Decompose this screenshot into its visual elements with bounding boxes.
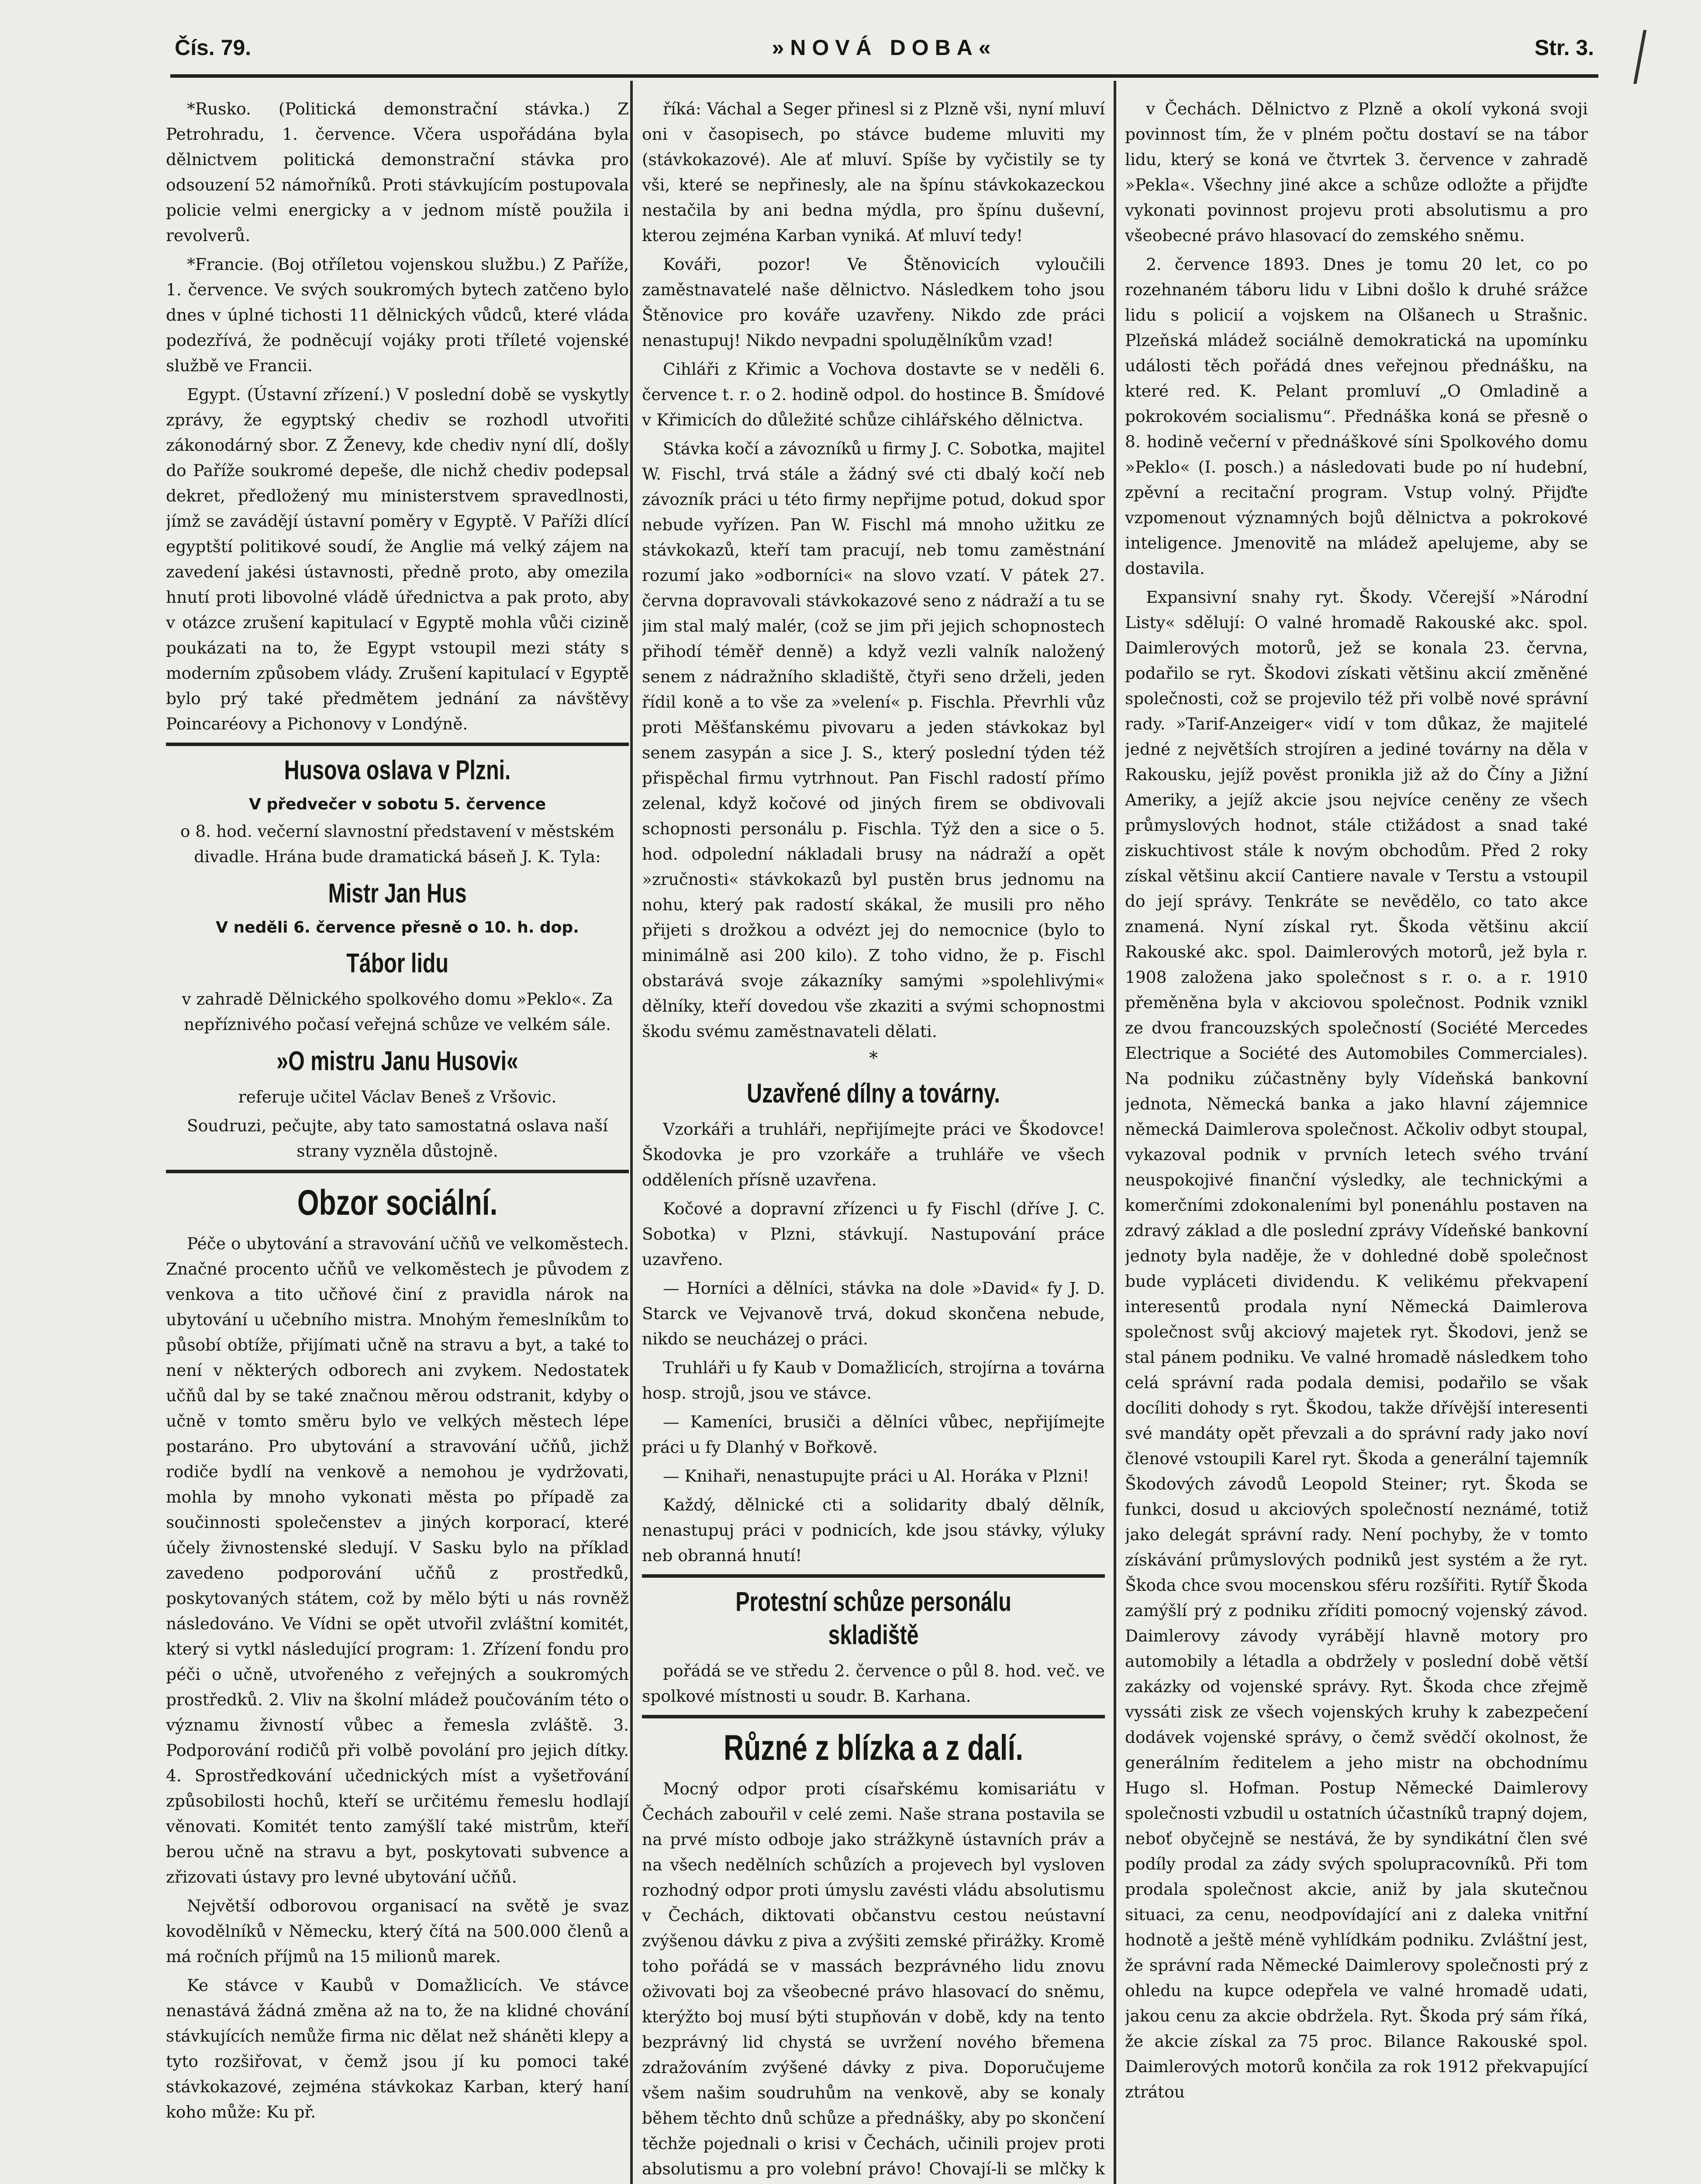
- article-odpor: Mocný odpor proti císařskému komisariátu v Čechách zabouřil v celé zemi. Naše strana postavila se na prvé místo odboje jako strážkyně ústavních práv a na všech nedělních schůzích a projevech byl vysloven rozhodný odpor proti úmyslu zavésti vládu absolutismu v Čechách, diktovati občanstvu cestou neústavní zvýšenou dávku z piva a zvýšiti zemské přirážky. Kromě toho pořádá se v massách bezprávného lidu znovu oživovati boj za všeobecné právo hlasovací do sněmu, kterýžto boj musí býti stupňován v době, kdy na tento bezprávný lid chystá se uvržení nového břemena zdražováním zvýšené dávky z piva. Doporučujeme všem našim soudruhům na venkově, aby se konaly během těchto dnů schůze a přednášky, aby po skončení těchže pojednali o krisi v Čechách, učinili projev proti absolutismu a pro volební právo! Chovají-li se mlčky k: [642, 1779, 1105, 2178]
- notice-vzorkari: Vzorkáři a truhláři, nepřijímejte práci ve Škodovce! Škodovka je pro vzorkáře a truhláře ve všech odděleních přísně uzavřena.: [642, 1120, 1105, 1189]
- hus-lecture-title: »O mistru Janu Husovi«: [276, 1046, 518, 1076]
- page-header: [175, 35, 1594, 66]
- article-skoda: Expansivní snahy ryt. Škody. Včerejší »Národní Listy« sdělují: O valné hromadě Rakouské akc. spol. Daimlerových motorů, jež se konala 23. června, podařilo se ryt. Škodovi získati většinu akcií změněné společnosti, což se projevilo též při volbě nové správní rady. »Tarif-Anzeiger« vidí v tom důkaz, že majitelé jedné z největších strojíren a jediné továrny na děla v Rakousku, jejíž pověst pronikla již až do Číny a Jižní Ameriky, a jejíž akcie jsou nejvíce ceněny ze všech průmyslových hodnot, stále ctižádost a snad také ziskuchtivost stále k novým obchodům. Před 2 roky získal většinu akcií Cantiere navale v Terstu a vstoupil do její správy. Tenkráte se nevědělo, co tato akce znamená. Nyní získal ryt. Škoda většinu akcií Rakouské akc. spol. Daimlerových motorů, jež byla r. 1908 založena jako společnost s r. o. a r. 1910 přeměněna byla v akciovou společnost. Podnik vznikl ze dvou francouzských společností (Société Mercedes Electrique a Société des Automobiles Commerciales). Na podniku zúčastněny byly Vídeňská bankovní jednota, Německá banka a jako hlavní zájemnice německá Daimlerova společnost. Ačkoliv odbyt stoupal, vykazoval podnik v prvních letech svého trvání neuspokojivé finanční výsledky, ale technickými a komerčními zdokonaleními byl ponenáhlu postaven na zdravý základ a dle poslední zprávy Vídeňské bankovní jednoty byla naděje, že v dohledné době společnost bude vypláceti dividendu. K velikému překvapení interesentů prodala nyní Německá Daimlerova společnost svůj akciový majetek ryt. Škodovi, jenž se stal pánem podniku. Ve valné hromadě následkem toho celá správní rada podala demisi, podařilo se však docíliti dohody s ryt. Škodou, takže dřívější interesenti své mandáty opět převzali a do správní rady jako noví členové vstoupili Karel ryt. Škoda a generální tajemník Škodových závodů Leopold Steiner; ryt. Škoda se funkci, dosud u akciových společností neznámé, totiž jako delegát správní rady. Není pochyby, že v tomto získávání průmyslových podniků jest systém a že ryt. Škoda chce svou mocenskou sféru rozšířiti. Rytíř Škoda zamýšlí prý z podniku zříditi pomocný vojenský závod. Daimlerovy závody vyrábějí hlavně motory pro automobily a létadla a obdržely v poslední době větší zakázky od vojenské správy. Ryt. Škoda chce zřejmě vyssáti zisk ze všech vojenských kruhy k zabezpečení dodávek vojenské správy, o čemž svědčí okolnost, že generálním ředitelem a jeho mistr na obchodnímu Hugo sl. Hofman. Postup Německé Daimlerovy společnosti vzbudil u ostatních účastníků trapný dojem, neboť obyčejně se nestává, že by syndikátní člen své podíly prodal za zády svých spolupracovníků. Při tom prodala společnost akcie, aniž by jala skutečnou situaci, za cenu, neodpovídající ani z daleka vnitřní hodnotě a ještě méně vyhlídkám podniku. Zvláštní jest, že správní rada Německé Daimlerovy společnosti prý z ohledu na kupce odepřela ve valné hromadě udati, jakou cenu za akcie obdržela. Ryt. Škoda prý sám říká, že akcie získal za 75 proc. Bilance Rakouské spol. Daimlerových motorů končila za rok 1912 překvapující ztrátou: [1125, 587, 1588, 2101]
- page-number: Str. 3.: [1534, 35, 1594, 60]
- article-cervenec-1893: 2. července 1893. Dnes je tomu 20 let, co po rozehnaném táboru lidu v Libni došlo k druhé srážce lidu s policií a vojskem na Olšanech u Strašnic. Plzeňská mládež sociálně demokratická na upomínku události těch pořádá dnes veřejnou přednášku, na které red. K. Pelant promluví „O Omladině a pokrokovém socialismu“. Přednáška koná se přesně o 8. hodině večerní v přednáškové síni Spolkového domu »Peklo« (I. posch.) a následovati bude po ní hudební, zpěvní a recitační program. Vstup volný. Přijďte vzpomenout významných bojů dělnictva a pokrokové inteligence. Jmenovitě na mládež apelujeme, aby se dostavila.: [1125, 255, 1588, 578]
- section-rule: [166, 1170, 629, 1173]
- notice-kocove: Kočové a dopravní zřízenci u fy Fischl (dříve J. C. Sobotka) v Plzni, stávkují. Nastupování práce uzavřeno.: [642, 1199, 1105, 1269]
- hus-tabor-title: Tábor lidu: [346, 948, 449, 978]
- article-kaub-cont: říká: Váchal a Seger přinesl si z Plzně vši, nyní mluví oni v časopisech, po stávce budeme mluviti my (stávkokazové). Ale ať mluví. Spíše by vyčistily se ty vši, které se nepřinesly, ale na špínu stávkokazeckou nestačila by ani bedna mýdla, pro špínu duševní, kterou zejména Karban vyniká. Ať mluví tedy!: [642, 99, 1105, 245]
- obzor-section-title: Obzor sociální.: [297, 1183, 498, 1223]
- hus-venue-text: v zahradě Dělnického spolkového domu »Peklo«. Za nepříznivého počasí veřejná schůze ve velkém sále.: [182, 989, 613, 1034]
- article-odpor-cont: v Čechách. Dělnictvo z Plzně a okolí vykoná svoji povinnost tím, že v plném počtu dostaví se na tábor lidu, který se koná ve čtvrtek 3. července v zahradě »Pekla«. Všechny jiné akce a schůze odložte a přijďte vykonati povinnost projevu proti absolutismu a pro všeobecné právo hlasovací do zemského sněmu.: [1125, 99, 1588, 245]
- hus-date-line: V neděli 6. července přesně o 10. h. dop.: [216, 919, 579, 936]
- hus-eve-subtitle: V předvečer v sobotu 5. července: [248, 795, 546, 813]
- notice-solidarity: Každý, dělnické cti a solidarity dbalý dělník, nenastupuj práci v podnicích, kde jsou stávky, výluky neb obranná hnutí!: [642, 1495, 1105, 1565]
- column-divider: [630, 81, 633, 2184]
- header-rule: [170, 74, 1598, 78]
- uzavrene-section-title: Uzavřené dílny a továrny.: [747, 1078, 1000, 1109]
- hus-celebration-title: Husova oslava v Plzni.: [284, 755, 511, 785]
- article-kovari: Kováři, pozor! Ve Štěnovicích vyloučili zaměstnavatelé naše dělnictvo. Následkem toho jsou Štěnovice pro kováře uzavřeny. Nikdo zde práci nenastupuj! Nikdo nevpadni spoluдělníkům vzad!: [642, 255, 1105, 350]
- column-2: [642, 96, 1105, 2184]
- article-francie: *Francie. (Boj otříletou vojenskou službu.) Z Paříže, 1. července. Ve svých soukromých bytech zatčeno bylo dnes v úplné tichosti 11 dělnických vůdců, které vláda podezřívá, že podněcují vojáky proti tříleté vojenské službě ve Francii.: [166, 255, 629, 375]
- protest-meeting-text: pořádá se ve středu 2. července o půl 8. hod. več. ve spolkové místnosti u soudr. B. Karhana.: [642, 1661, 1105, 1706]
- article-rusko: *Rusko. (Politická demonstrační stávka.) Z Petrohradu, 1. července. Včera uspořádána byla dělnictvem politická demonstrační stávka pro odsouzení 52 námořníků. Proti stávkujícím postupovala policie velmi energicky a v jednom místě použila i revolverů.: [166, 99, 629, 245]
- issue-number: Čís. 79.: [175, 35, 252, 60]
- article-egypt: Egypt. (Ústavní zřízení.) V poslední době se vyskytly zprávy, že egyptský chediv se rozhodl utvořiti zákonodárný sbor. Z Ženevy, kde chediv nyní dlí, došly do Paříže soukromé depeše, dle nichž chediv podepsal dekret, předložený mu ministerstvem spravedlnosti, jímž se zavádějí ústavní poměry v Egyptě. V Paříži dlící egyptští politikové soudí, že Anglie má velký zájem na zavedení jakési ústavnosti, předně proto, aby omezila hnutí proti libovolné vládě úřednictva a pak proto, aby v otázce zrušení kapitulací v Egyptě mohla vůči cizině poukázati na to, že Egypt vstoupil mezi státy s moderním způsobem vlády. Zrušení kapitulací v Egyptě bylo prý také předmětem jednání za návštěvy Poincaréovy a Pichonovy v Londýně.: [166, 385, 629, 733]
- column-divider: [1114, 81, 1116, 2184]
- column-3: [1125, 96, 1588, 2184]
- protest-meeting-title: Protestní schůze personálu skladiště: [735, 1587, 1011, 1650]
- hus-appeal-text: Soudruzi, pečujte, aby tato samostatná oslava naší strany vyzněla důstojně.: [187, 1116, 608, 1161]
- column-1: [166, 96, 629, 2184]
- article-organisace: Největší odborovou organisací na světě je svaz kovodělníků v Německu, který čítá na 500.000 členů a má ročních příjmů na 15 milionů marek.: [166, 1896, 629, 1966]
- hus-play-title: Mistr Jan Hus: [328, 878, 467, 909]
- notice-knihari: — Knihaři, nenastupujte práci u Al. Horáka v Plzni!: [663, 1466, 1090, 1486]
- hus-theatre-text: o 8. hod. večerní slavnostní představení v městském divadle. Hrána bude dramatická báseň J. K. Tyla:: [180, 822, 615, 866]
- notice-hornici: — Horníci a dělníci, stávka na dole »David« fy J. D. Starck ve Vejvanově trvá, dokud skončena nebude, nikdo se neucházej o práci.: [642, 1279, 1105, 1348]
- article-kaub: Ke stávce v Kaubů v Domažlicích. Ve stávce nenastává žádná změna až na to, že na klidné chování stávkujících nemůže firma nic dělat než sháněti klepy a tyto rozšiřovat, v čemž jsou jí ku pomoci také stávkokazové, zejména stávkokaz Karban, který haní koho může: Ku př.: [166, 1976, 629, 2122]
- hus-speaker-text: referuje učitel Václav Beneš z Vršovic.: [238, 1087, 557, 1106]
- notice-truhlari: Truhláři u fy Kaub v Domažlicích, strojírna a továrna hosp. strojů, jsou ve stávce.: [642, 1358, 1105, 1403]
- section-rule: [166, 743, 629, 746]
- article-cihlari: Cihláři z Křimic a Vochova dostavte se v neděli 6. července t. r. o 2. hodině odpol. do hostince B. Šmídové v Křimicích do důležité schůze cihlářského dělnictva.: [642, 359, 1105, 429]
- margin-pencil-mark: /: [1633, 17, 1647, 93]
- section-rule: [642, 1715, 1105, 1718]
- article-stavka-koci: Stávka kočí a závozníků u firmy J. C. Sobotka, majitel W. Fischl, trvá stále a žádný své cti dbalý kočí neb závozník práci u této firmy nepřijme potud, dokud spor nebude vyřízen. Pan W. Fischl má mnoho užitku ze stávkokazů, kteří tam pracují, neb tomu zaměstnání rozumí jako »odborníci« na slovo vzatí. V pátek 27. června dopravovali stávkokazové seno z nádraží a tu se jim stal malý malér, (což se jim při jejich schopnostech přihodí téměř denně) a když vezli valník naložený senem z nádražního skladiště, čtyři seno drželi, jeden řídil koně a to vše za »velení« p. Fischla. Převrhli vůz proti Měšťanskému pivovaru a jeden stávkokaz byl senem zasypán a sice J. S., který poslední týden též přispěchal firmu vytrhnout. Pan Fischl radostí přímo zelenal, když kočové od jiných firem se obdivovali schopnosti personálu p. Fischla. Týž den a sice o 5. hod. odpolední nákladali brusy na nádraží a opět »zručnosti« stávkokazů byl pustěn brus jednomu na nohu, který pak radostí skákal, že musili pro něho přijeti s drožkou a odvézt jej do nemocnice (bylo to minimálně asi 200 kilo). Z toho vidno, že p. Fischl obstarává svoje zákazníky samými »spolehlivými« dělníky, kteří dovedou vše zkaziti a svými schopnostmi škodu svému zaměstnavateli dělati.: [642, 439, 1105, 1041]
- section-rule: [642, 1574, 1105, 1578]
- article-ucni: Péče o ubytování a stravování učňů ve velkoměstech. Značné procento učňů ve velkoměstech je původem z venkova a tito učňové činí z pravidla nárok na ubytování u učebního mistra. Mnohým řemeslníkům to působí obtíže, přijímati učně na stravu a byt, a také to není v některých odborech ani zvykem. Nedostatek učňů dal by se také značnou měrou odstranit, kdyby o učně v tomto směru bylo ve velkých městech lépe postaráno. Pro ubytování a stravování učňů, jichž rodiče bydlí na venkově a nemohou je vydržovati, mohla by mnoho vykonati města po případě za součinnosti společenstev a jiných korporací, které účely živnostenské sledují. V Sasku bylo na příklad zavedeno podporování učňů z prostředků, poskytovaných státem, což by mělo býti u nás rovněž následováno. Ve Vídni se opět utvořil zvláštní komitét, který si vytkl následující program: 1. Zřízení fondu pro péči o učně, utvořeného z veřejných a soukromých prostředků. 2. Vliv na školní mládež poučováním této o významu živností vůbec a řemesla zvláště. 3. Podporování rodičů při volbě povolání pro jejich dítky. 4. Sprostředkování učednických míst a vyšetřování způsobilosti hochů, kteří se určitému řemeslu hodlají věnovati. Komitét tento zamýšlí také mistrům, kteří berou učně na stravu a byt, poskytovati subvence a zřizovati ústavy pro levné ubytování učňů.: [166, 1234, 629, 1887]
- separator-star: *: [869, 1048, 878, 1068]
- notice-kamenici: — Kameníci, brusiči a dělníci vůbec, nepřijímejte práci u fy Dlanhý v Bořkově.: [642, 1412, 1105, 1457]
- masthead-title: »NOVÁ DOBA«: [772, 35, 997, 60]
- ruzne-section-title: Různé z blízka a z dalí.: [724, 1728, 1023, 1768]
